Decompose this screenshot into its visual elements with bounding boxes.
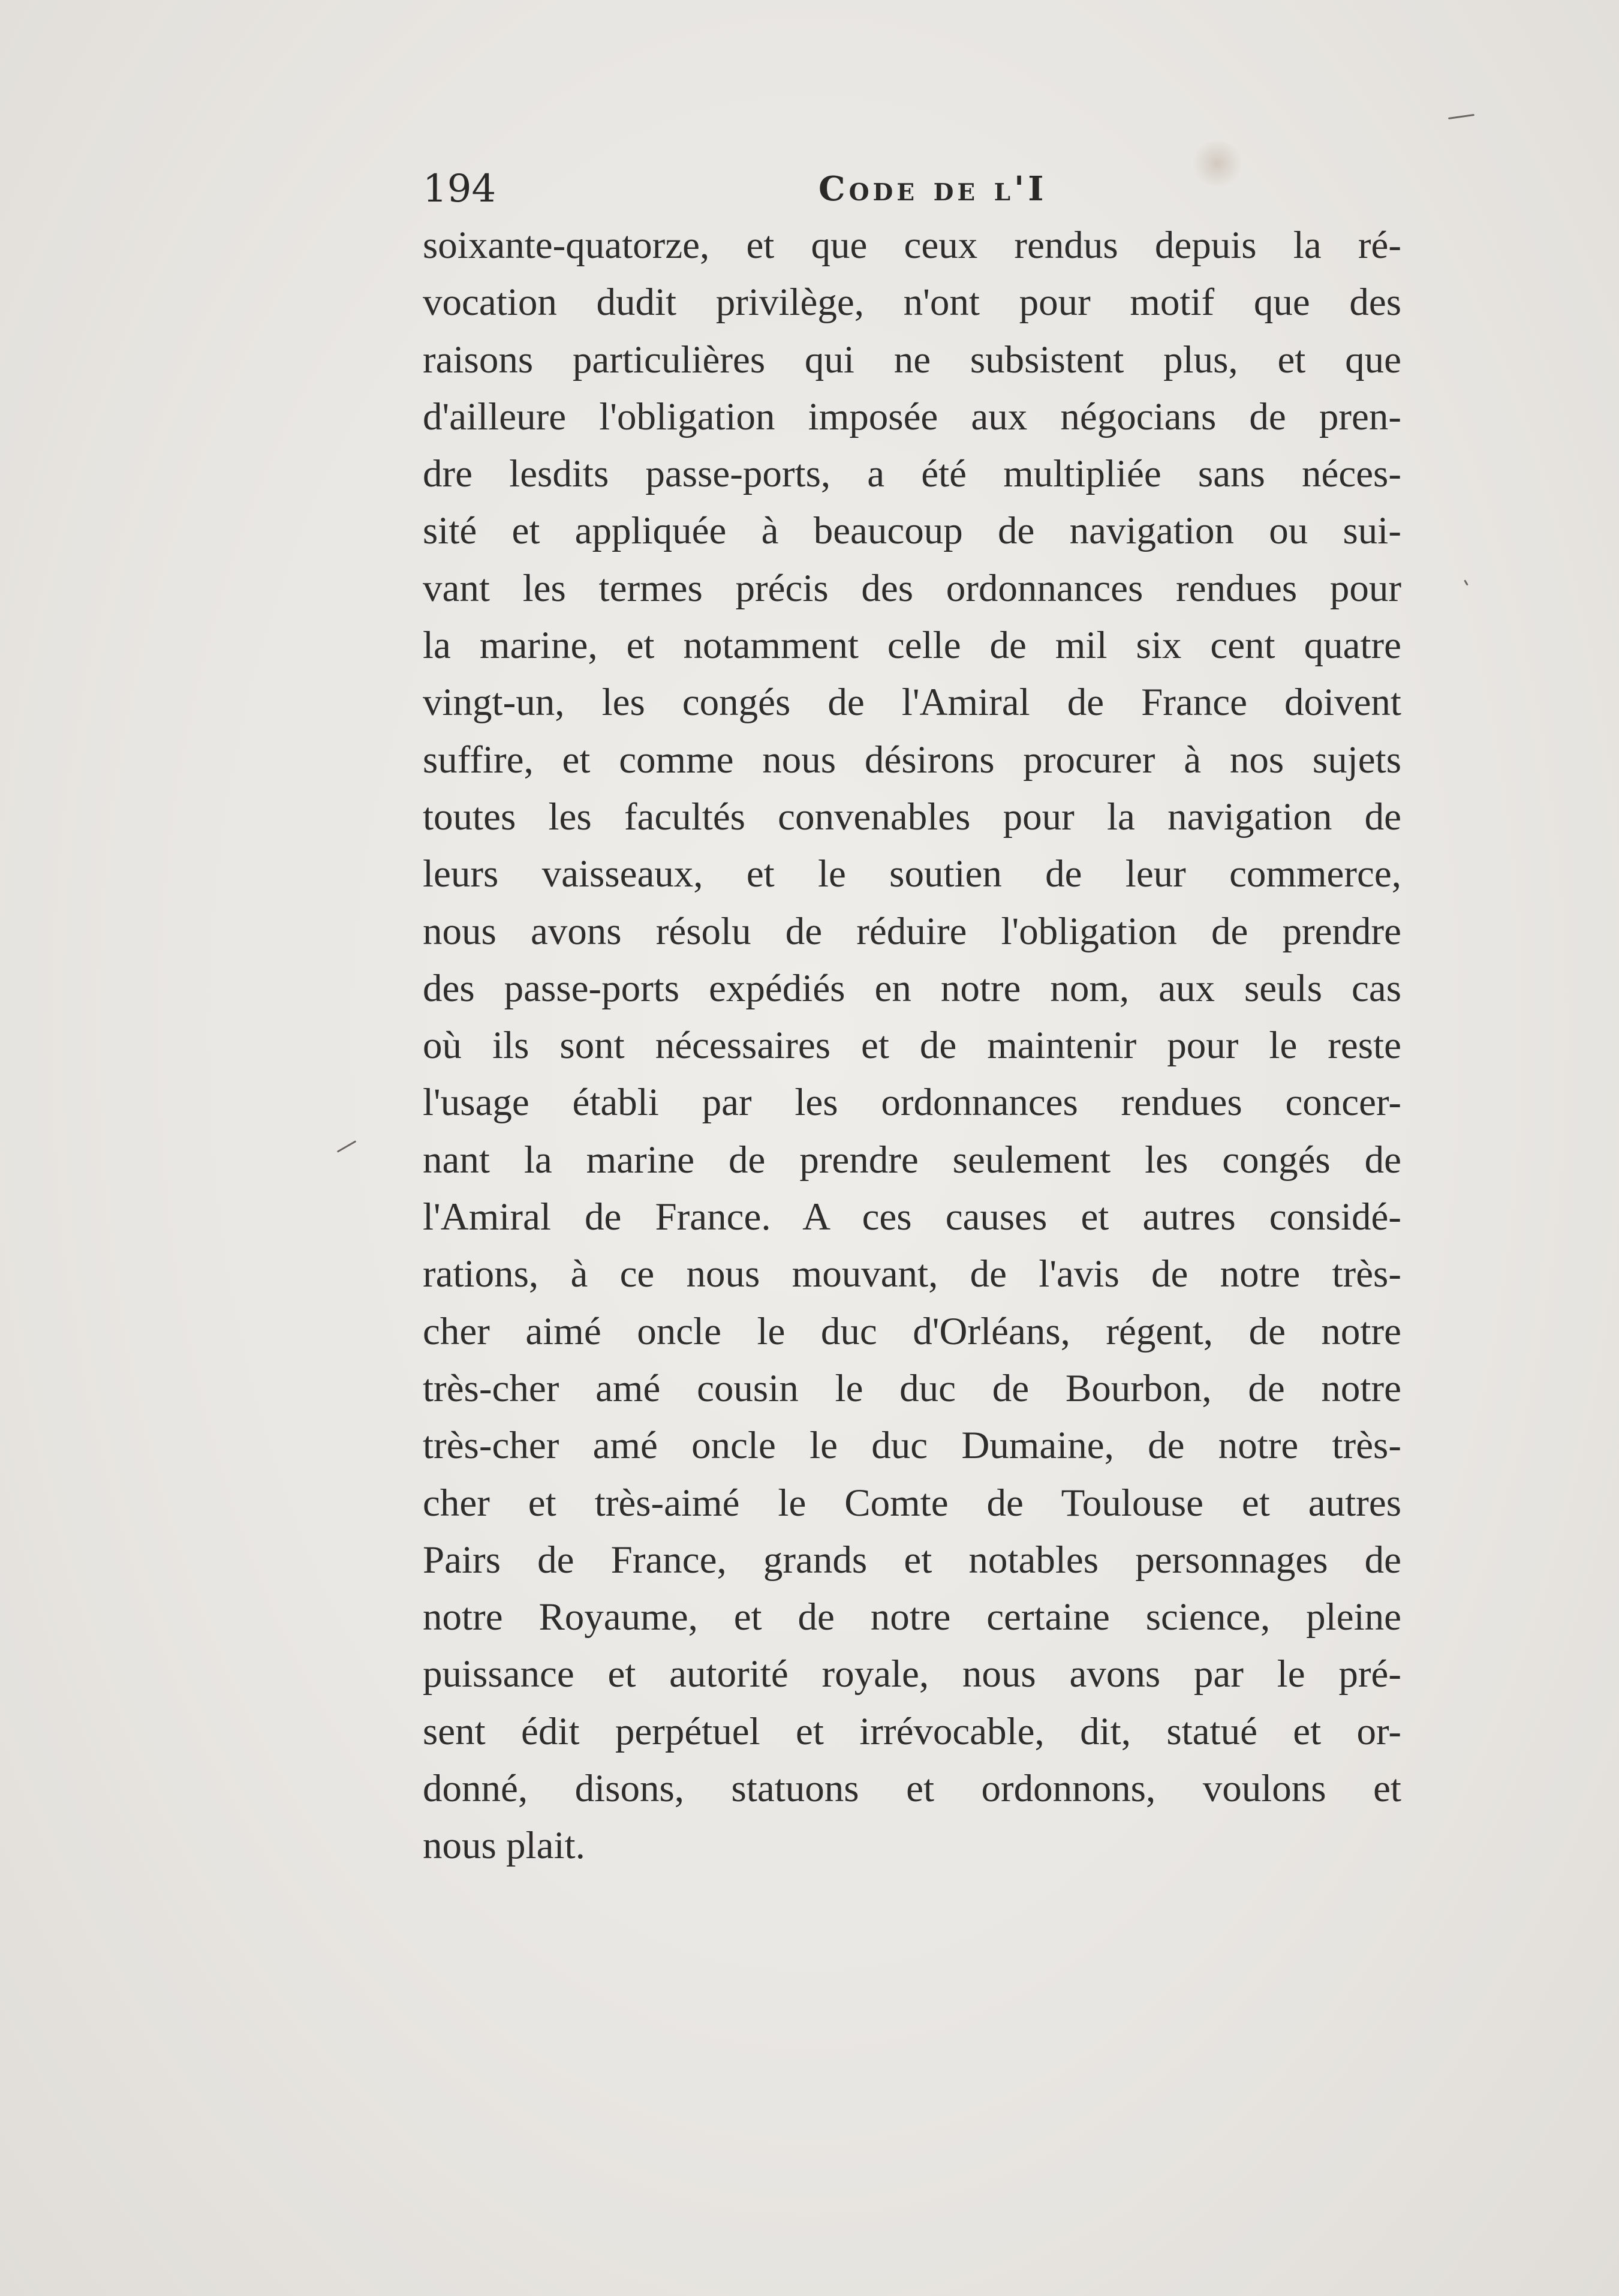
text-line: vingt-un, les congés de l'Amiral de France doivent xyxy=(423,681,1401,725)
text-line: nant la marine de prendre seulement les congés de xyxy=(423,1138,1401,1182)
text-line: raisons particulières qui ne subsistent plus, et que xyxy=(423,338,1401,381)
text-line: notre Royaume, et de notre certaine science, pleine xyxy=(423,1595,1401,1639)
text-line: soixante-quatorze, et que ceux rendus depuis la ré- xyxy=(423,224,1401,267)
margin-mark-top-right xyxy=(1448,114,1474,119)
text-line: vocation dudit privilège, n'ont pour motif que des xyxy=(423,281,1401,324)
text-line: sité et appliquée à beaucoup de navigation ou sui- xyxy=(423,509,1401,553)
text-line: d'ailleure l'obligation imposée aux négocians de pren- xyxy=(423,395,1401,438)
text-line: nous avons résolu de réduire l'obligation de prendre xyxy=(423,909,1401,953)
text-line: puissance et autorité royale, nous avons par le pré- xyxy=(423,1652,1401,1696)
text-line: nous plait. xyxy=(423,1824,585,1868)
text-line: vant les termes précis des ordonnances rendues pour xyxy=(423,566,1401,610)
text-line: donné, disons, statuons et ordonnons, voulons et xyxy=(423,1767,1401,1811)
text-line: rations, à ce nous mouvant, de l'avis de notre très- xyxy=(423,1252,1401,1296)
margin-mark-left xyxy=(337,1140,357,1153)
text-line: l'Amiral de France. A ces causes et autres considé- xyxy=(423,1195,1401,1239)
text-line: toutes les facultés convenables pour la navigation de xyxy=(423,795,1401,839)
page-number: 194 xyxy=(423,167,496,211)
text-line: sent édit perpétuel et irrévocable, dit, statué et or- xyxy=(423,1709,1401,1753)
text-line: Pairs de France, grands et notables personnages de xyxy=(423,1538,1401,1582)
text-line: leurs vaisseaux, et le soutien de leur commerce, xyxy=(423,852,1401,896)
text-line: suffire, et comme nous désirons procurer à nos sujets xyxy=(423,738,1401,782)
text-line: cher aimé oncle le duc d'Orléans, régent, de notre xyxy=(423,1309,1401,1353)
body-text xyxy=(423,217,1401,1875)
margin-mark-right xyxy=(1464,579,1468,585)
text-line: des passe-ports expédiés en notre nom, aux seuls cas xyxy=(423,966,1401,1010)
text-line: cher et très-aimé le Comte de Toulouse et autres xyxy=(423,1481,1401,1525)
text-line: très-cher amé oncle le duc Dumaine, de notre très- xyxy=(423,1424,1401,1468)
text-line: dre lesdits passe-ports, a été multipliée sans néces- xyxy=(423,452,1401,496)
text-line: l'usage établi par les ordonnances rendues concer- xyxy=(423,1081,1401,1125)
text-line: où ils sont nécessaires et de maintenir pour le reste xyxy=(423,1024,1401,1068)
text-line: très-cher amé cousin le duc de Bourbon, de notre xyxy=(423,1366,1401,1410)
running-head: Code de l'I xyxy=(818,169,1048,209)
text-line: la marine, et notamment celle de mil six cent quatre xyxy=(423,624,1401,668)
page-header xyxy=(423,157,1406,211)
